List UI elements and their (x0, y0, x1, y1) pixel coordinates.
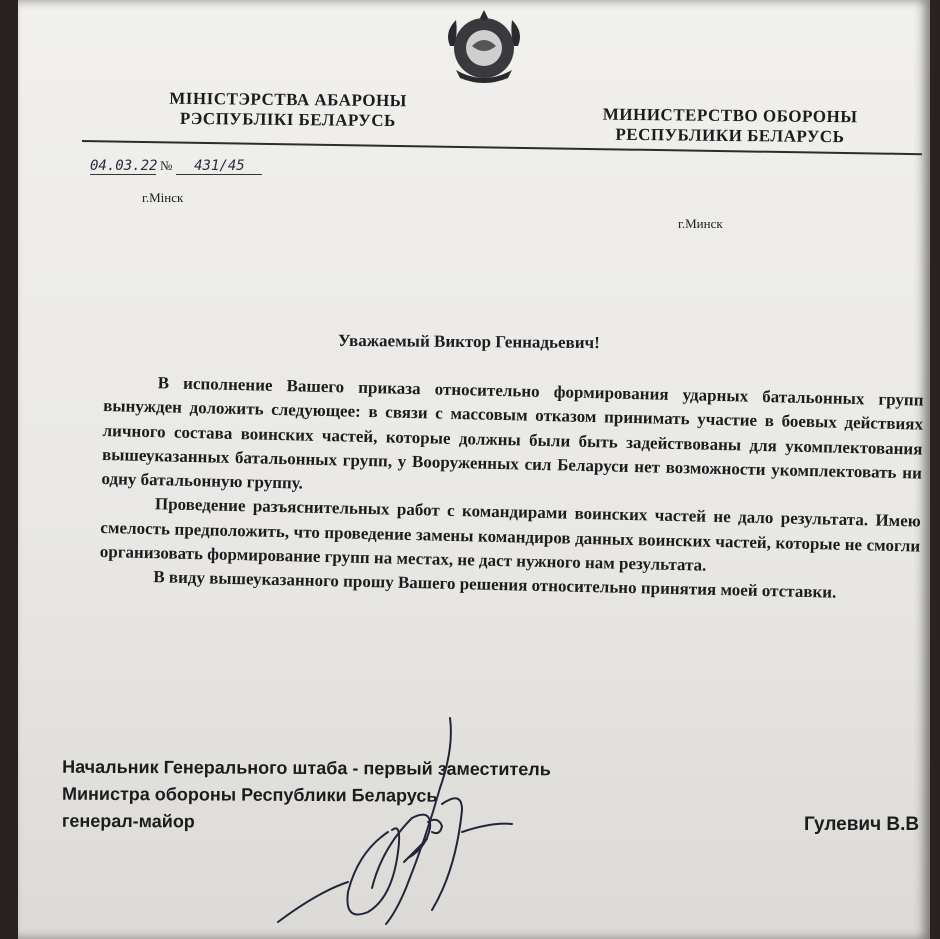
handwritten-signature (268, 712, 558, 938)
number-label: № (160, 158, 173, 173)
state-emblem-icon (436, 6, 532, 86)
document-date: 04.03.22 (90, 158, 158, 174)
header-right-line2: РЕСПУБЛИКИ БЕЛАРУСЬ (615, 124, 845, 147)
paragraph-1: В исполнение Вашего приказа относительно формирования ударных батальонных групп вынужден доложить следующее: в связи с массовым отказом принимать участие в боевых действиях личного состава воинских частей, которые должны были быть задействованы для укомплектования вышеуказанных батальонных групп, у Вооруженных сил Беларуси нет возможности укомплектовать ни одну батальонную группу. (101, 373, 924, 493)
letter-body (99, 370, 924, 607)
signatory-name: Гулевич В.В (804, 814, 920, 835)
header-right-line1: МИНИСТЕРСТВО ОБОРОНЫ (602, 104, 858, 127)
city-belarusian: г.Мінск (142, 190, 184, 205)
document-number: 431/45 (176, 158, 262, 175)
registration-line (90, 158, 262, 175)
header-ministry-belarusian (128, 88, 448, 131)
signatory-line-2: Министра обороны Республики Беларусь (61, 783, 438, 806)
header-ministry-russian (570, 104, 890, 147)
salutation: Уважаемый Виктор Геннадьевич! (337, 330, 600, 353)
paragraph-3: В виду вышеуказанного прошу Вашего решения относительно принятия моей отставки. (153, 567, 837, 603)
header-left-line1: МІНІСТЭРСТВА АБАРОНЫ (169, 88, 408, 111)
city-russian: г.Минск (678, 216, 723, 231)
signatory-line-1: Начальник Генерального штаба - первый заместитель (62, 756, 551, 780)
signatory-line-3: генерал-майор (61, 810, 195, 832)
header-left-line2: РЭСПУБЛІКІ БЕЛАРУСЬ (179, 108, 396, 131)
paragraph-2: Проведение разъяснительных работ с командирами воинских частей не дало результата. Имею смелость предположить, что проведение замены командиров данных воинских частей, которые не смогли организовать формирование групп на местах, не даст нужного нам результата. (99, 494, 921, 575)
letter-page (18, 0, 930, 939)
